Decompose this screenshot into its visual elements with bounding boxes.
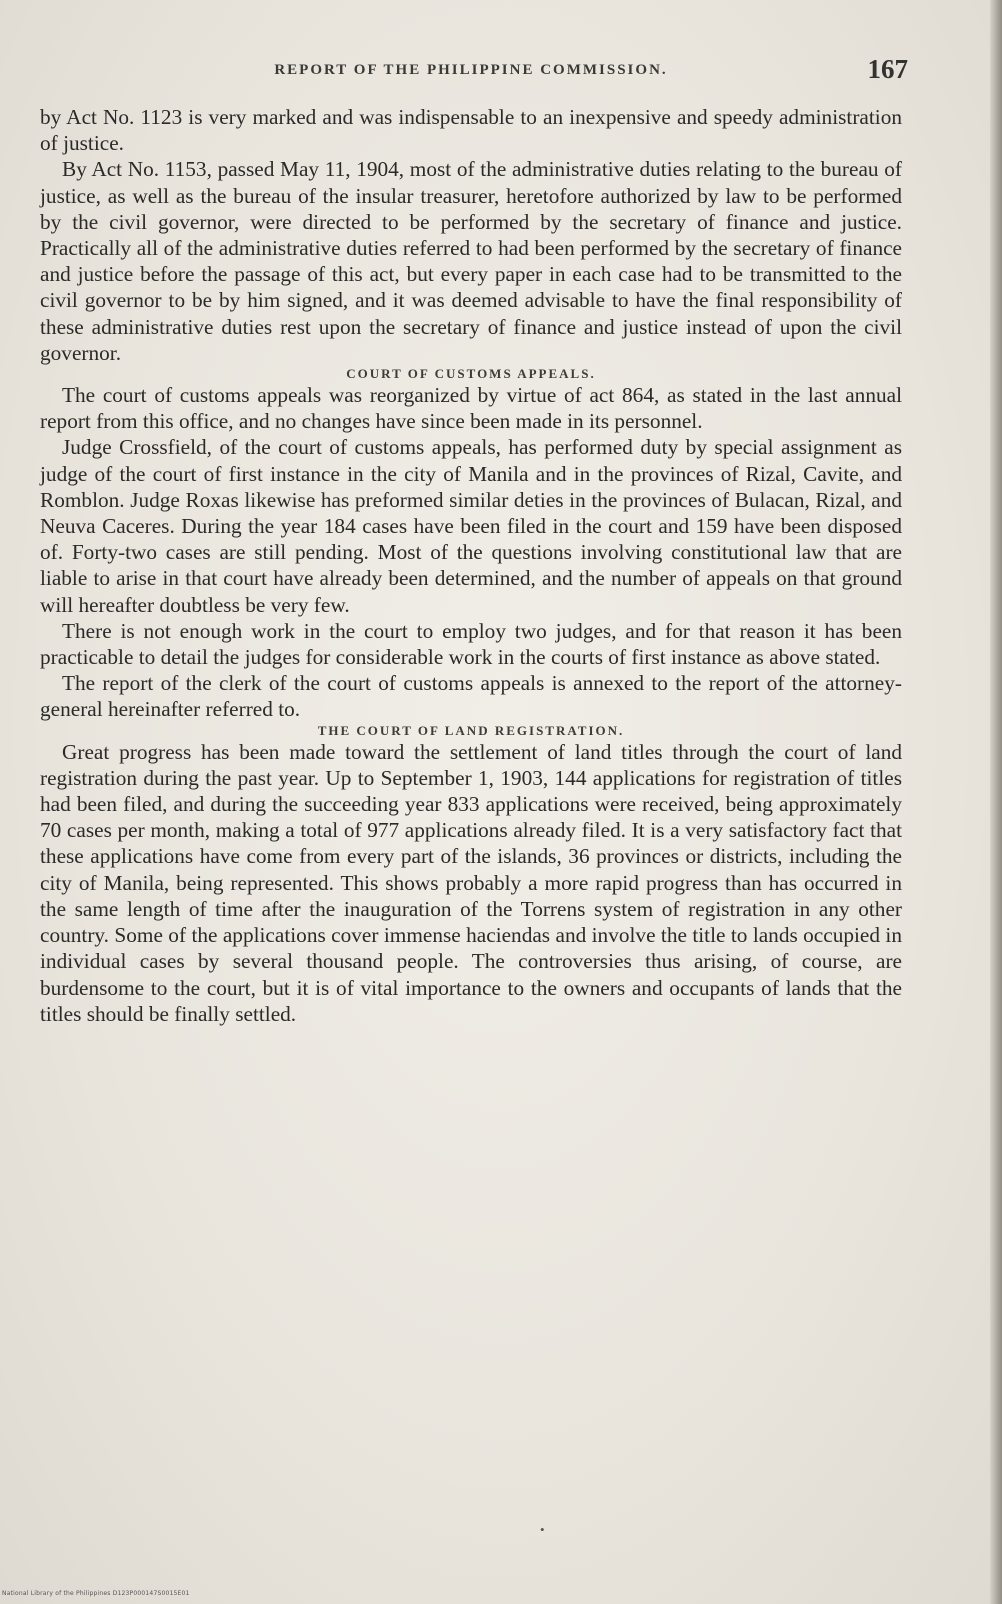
page-header (40, 54, 908, 104)
page-number: 167 (867, 54, 908, 84)
section-heading-customs-appeals: COURT OF CUSTOMS APPEALS. (346, 366, 596, 382)
paragraph: The court of customs appeals was reorganized by virtue of act 864, as stated in the last annual report from this office, and no changes have since been made in its personnel. (40, 383, 902, 434)
paragraph: Great progress has been made toward the settlement of land titles through the court of land registration during the past year. Up to September 1, 1903, 144 applications for registration of titles had been filed, and during the succeeding year 833 applications were received, being approximately 70 cases per month, making a total of 977 applications already filed. It is a very satisfactory fact that these applications have come from every part of the islands, 36 provinces or districts, including the city of Manila, being represented. This shows probably a more rapid progress than has occurred in the same length of time after the inauguration of the Torrens system of registration in any other country. Some of the applications cover immense haciendas and involve the title to lands occupied in individual cases by several thousand people. The controversies thus arising, of course, are burdensome to the court, but it is of vital importance to the owners and occupants of lands that the titles should be finally settled. (40, 739, 902, 1026)
page-content (40, 54, 908, 1027)
page-ornament: • (540, 1522, 545, 1537)
paragraph: There is not enough work in the court to employ two judges, and for that reason it has been practicable to detail the judges for considerable work in the courts of first instance as above stated. (40, 618, 902, 670)
paragraph: by Act No. 1123 is very marked and was indispensable to an inexpensive and speedy administration of justice. (40, 105, 902, 156)
binding-gutter (990, 0, 1002, 1604)
scan-footer-note: National Library of the Philippines D123P000147S0015E01 (2, 1590, 190, 1597)
paragraph: The report of the clerk of the court of customs appeals is annexed to the report of the attorney-general hereinafter referred to. (40, 671, 902, 722)
paragraph: Judge Crossfield, of the court of customs appeals, has performed duty by special assignment as judge of the court of first instance in the city of Manila and in the provinces of Rizal, Cavite, and Romblon. Judge Roxas likewise has preformed similar deties in the provinces of Bulacan, Rizal, and Neuva Caceres. During the year 184 cases have been filed in the court and 159 have been disposed of. Forty-two cases are still pending. Most of the questions involving constitutional law that are liable to arise in that court have already been determined, and the number of appeals on that ground will hereafter doubtless be very few. (40, 435, 902, 617)
paragraph: By Act No. 1153, passed May 11, 1904, most of the administrative duties relating to the bureau of justice, as well as the bureau of the insular treasurer, heretofore authorized by law to be performed by the civil governor, were directed to be performed by the secretary of finance and justice. Practically all of the administrative duties referred to had been performed by the secretary of finance and justice before the passage of this act, but every paper in each case had to be transmitted to the civil governor to be by him signed, and it was deemed advisable to have the final responsibility of these administrative duties rest upon the secretary of finance and justice instead of upon the civil governor. (40, 157, 902, 365)
running-head: REPORT OF THE PHILIPPINE COMMISSION. (274, 62, 668, 78)
section-heading-land-registration: THE COURT OF LAND REGISTRATION. (317, 722, 625, 738)
